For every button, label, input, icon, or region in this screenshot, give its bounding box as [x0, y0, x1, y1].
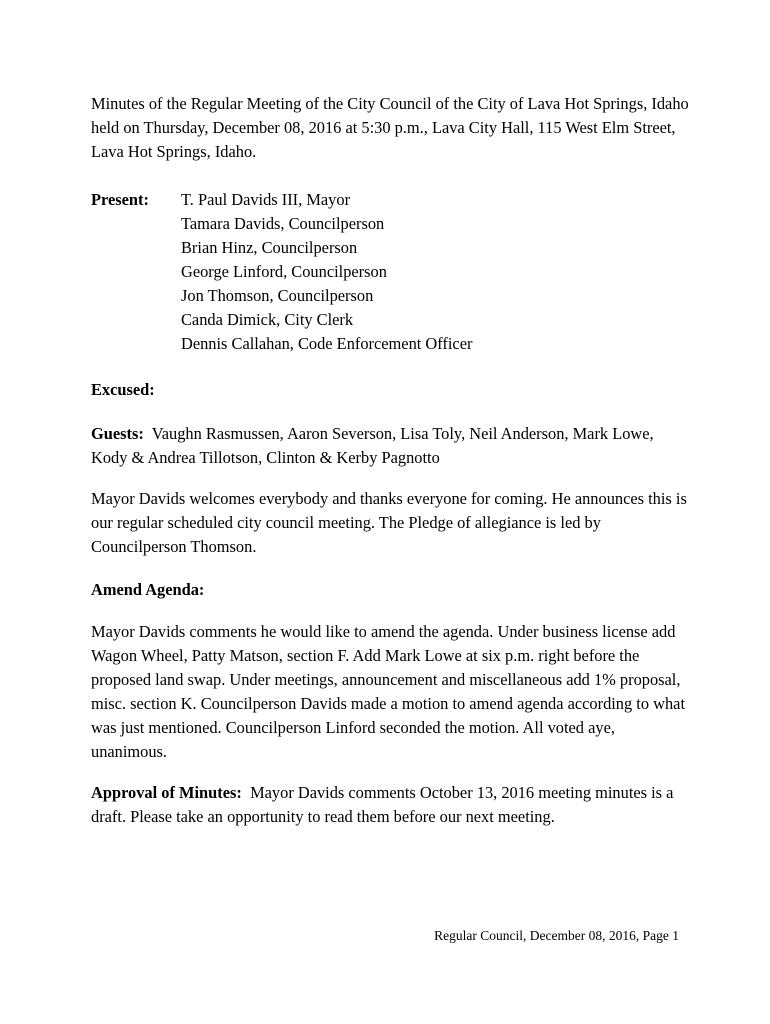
- amend-agenda-heading: Amend Agenda:: [91, 580, 205, 599]
- present-name: Canda Dimick, City Clerk: [181, 310, 354, 329]
- page-footer: Regular Council, December 08, 2016, Page 1: [434, 928, 679, 943]
- amend-agenda-paragraph: Mayor Davids comments he would like to amend the agenda. Under business license add Wagon Wheel, Patty Matson, section F. Add Mark Lowe at six p.m. right before the proposed land swap. Under meetings, announcement and miscellaneous add 1% proposal, misc. section K. Councilperson Davids made a motion to amend agenda according to what was just mentioned. Councilperson Linford seconded the motion. All voted aye, unanimous.: [91, 622, 686, 761]
- present-name: Jon Thomson, Councilperson: [181, 286, 374, 305]
- present-name: T. Paul Davids III, Mayor: [181, 190, 351, 209]
- present-list: [181, 188, 681, 356]
- present-name: George Linford, Councilperson: [181, 262, 387, 281]
- guests-list: Vaughn Rasmussen, Aaron Severson, Lisa Toly, Neil Anderson, Mark Lowe, Kody & Andrea Tillotson, Clinton & Kerby Pagnotto: [91, 424, 654, 467]
- present-name: Dennis Callahan, Code Enforcement Officer: [181, 334, 473, 353]
- present-label: Present:: [91, 190, 149, 209]
- present-name: Brian Hinz, Councilperson: [181, 238, 358, 257]
- present-name: Tamara Davids, Councilperson: [181, 214, 385, 233]
- intro-paragraph: Minutes of the Regular Meeting of the City Council of the City of Lava Hot Springs, Idaho held on Thursday, December 08, 2016 at 5:30 p.m., Lava City Hall, 115 West Elm Street, Lava Hot Springs, Idaho.: [91, 94, 689, 161]
- guests-label: Guests:: [91, 424, 144, 443]
- guests-paragraph: [91, 422, 691, 470]
- welcome-paragraph: Mayor Davids welcomes everybody and thanks everyone for coming. He announces this is our regular scheduled city council meeting. The Pledge of allegiance is led by Councilperson Thomson.: [91, 489, 687, 556]
- approval-of-minutes-text: Mayor Davids comments October 13, 2016 meeting minutes is a draft. Please take an opportunity to read them before our next meeting.: [91, 783, 674, 826]
- approval-of-minutes-paragraph: [91, 781, 691, 829]
- approval-of-minutes-label: Approval of Minutes:: [91, 783, 242, 802]
- excused-label: Excused:: [91, 380, 155, 399]
